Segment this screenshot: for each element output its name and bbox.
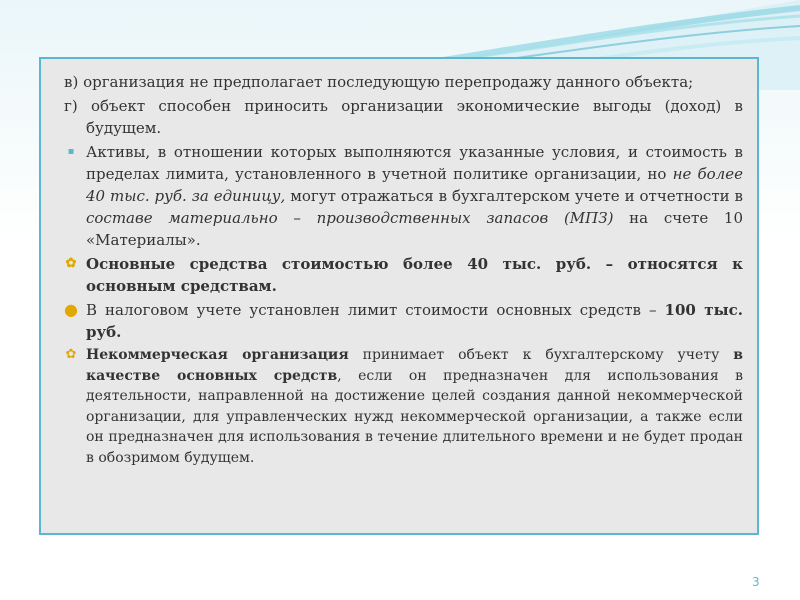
tax-limit: 100 тыс. руб. — [86, 301, 743, 341]
content-frame — [39, 57, 759, 535]
fixed-assets-paragraph — [55, 253, 743, 297]
nonprofit-text-4: , если он предназначен для использования в деятельности, направленной на достижение целей создания данной некоммерческой организации, для управленческих нужд некоммерческой организации, а также если он предназначен для использования в течение длительного времени и не будет продан в обозримом будущем. — [86, 367, 743, 466]
nonprofit-as-fixed-assets: в качестве основных средств — [86, 347, 743, 384]
assets-limit: не более 40 тыс. руб. за единицу, — [86, 165, 743, 205]
round-bullet-icon: ● — [64, 300, 78, 319]
tax-text: В налоговом учете установлен лимит стоимости основных средств – — [86, 301, 665, 319]
nonprofit-text-2: принимает объект к бухгалтерскому учету — [348, 347, 734, 363]
assets-paragraph — [55, 141, 743, 251]
nonprofit-subject: Некоммерческая организация — [86, 347, 349, 363]
nonprofit-paragraph — [55, 345, 743, 468]
assets-text-3: могут отражаться в бухгалтерском учете и отчетности в — [285, 187, 744, 205]
tax-paragraph — [55, 299, 743, 343]
square-bullet-icon: ▪ — [67, 146, 75, 157]
flower-bullet-icon: ✿ — [65, 347, 77, 362]
item-v: в) организация не предполагает последующую перепродажу данного объекта; — [64, 73, 694, 91]
flower-bullet-icon: ✿ — [65, 256, 77, 271]
assets-text-1: Активы, в отношении которых выполняются указанные условия, и стоимость в пределах лимита, установленного в учетной политике организации, но — [86, 143, 743, 183]
fixed-assets-text: Основные средства стоимостью более 40 тыс. руб. – относятся к основным средствам. — [86, 255, 743, 295]
slide-number: 3 — [752, 575, 760, 589]
assets-mpz: составе материально – производственных запасов (МПЗ) — [86, 209, 614, 227]
assets-text-5: на счете 10 «Материалы». — [86, 209, 743, 249]
item-g: г) объект способен приносить организации экономические выгоды (доход) в будущем. — [64, 97, 743, 137]
